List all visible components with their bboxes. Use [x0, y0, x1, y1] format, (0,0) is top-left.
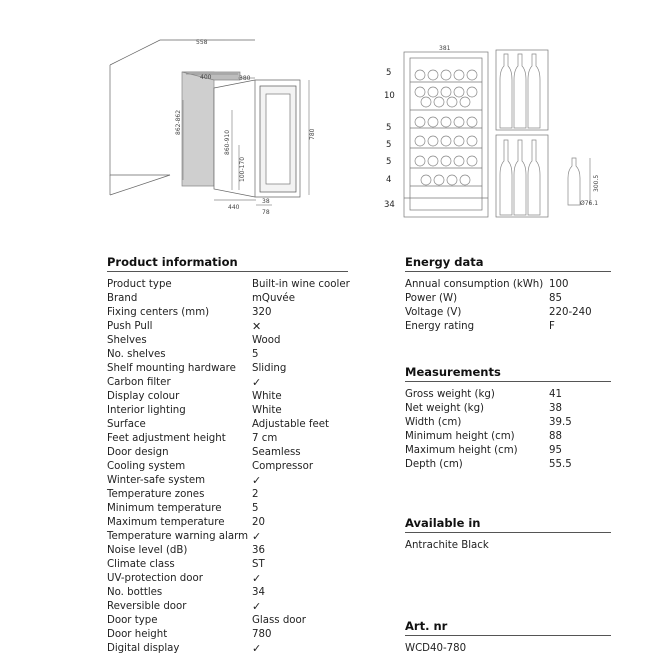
- table-row: [107, 600, 367, 614]
- table-row: [405, 402, 665, 416]
- table-row: [107, 558, 367, 572]
- row-value: Built-in wine cooler: [252, 279, 350, 290]
- row-label: Noise level (dB): [107, 545, 188, 556]
- row-label: Door height: [107, 629, 168, 640]
- table-row: [107, 432, 367, 446]
- table-row: [405, 430, 665, 444]
- art-nr-title: Art. nr: [405, 619, 448, 633]
- dim-38: 38: [262, 198, 270, 205]
- row-value: 5: [252, 349, 259, 360]
- row-value: 85: [549, 293, 562, 304]
- art-nr-divider: [405, 635, 611, 636]
- article-number: WCD40-780: [405, 643, 467, 654]
- row-label: Surface: [107, 419, 146, 430]
- table-row: [107, 586, 367, 600]
- table-row: [107, 292, 367, 306]
- table-row: [107, 446, 367, 460]
- table-row: [107, 460, 367, 474]
- row-label: Product type: [107, 279, 172, 290]
- table-row: [405, 278, 665, 292]
- table-row: [107, 418, 367, 432]
- row-label: Reversible door: [107, 601, 187, 612]
- row-value: ✓: [252, 530, 262, 543]
- row-label: Feet adjustment height: [107, 433, 226, 444]
- row-value: Seamless: [252, 447, 301, 458]
- row-value: Wood: [252, 335, 281, 346]
- row-value: 38: [549, 403, 562, 414]
- row-label: Annual consumption (kWh): [405, 279, 544, 290]
- table-row: [405, 306, 665, 320]
- row-label: Maximum temperature: [107, 517, 225, 528]
- shelf-count: 5: [386, 123, 392, 133]
- table-row: [107, 390, 367, 404]
- dim-380: 380: [239, 75, 251, 82]
- table-row: [405, 292, 665, 306]
- row-label: Push Pull: [107, 321, 153, 332]
- installation-drawing: [110, 40, 309, 205]
- shelf-count: 4: [386, 175, 392, 185]
- available-in-title: Available in: [405, 516, 481, 530]
- top-dim: 381: [439, 45, 451, 52]
- dim-860: 860-910: [224, 129, 231, 155]
- row-value: ✕: [252, 320, 262, 333]
- row-label: Shelf mounting hardware: [107, 363, 236, 374]
- available-colour: Antrachite Black: [405, 540, 489, 551]
- table-row: [107, 474, 367, 488]
- row-label: Digital display: [107, 643, 180, 654]
- dim-400: 400: [200, 74, 212, 81]
- dim-862: 862-862: [175, 109, 182, 135]
- dim-440: 440: [228, 204, 240, 211]
- row-label: Cooling system: [107, 461, 186, 472]
- dim-100: 100-170: [239, 156, 246, 182]
- row-value: ✓: [252, 600, 262, 613]
- dim-558: 558: [196, 39, 208, 46]
- measurements-title: Measurements: [405, 365, 501, 379]
- row-value: White: [252, 391, 282, 402]
- row-label: Temperature warning alarm: [107, 531, 249, 542]
- dim-78: 78: [262, 209, 270, 216]
- row-label: Power (W): [405, 293, 458, 304]
- row-label: Carbon filter: [107, 377, 171, 388]
- total-bottle-count: 34: [384, 200, 395, 210]
- row-value: 41: [549, 389, 562, 400]
- table-row: [107, 614, 367, 628]
- row-value: Compressor: [252, 461, 314, 472]
- row-label: Climate class: [107, 559, 175, 570]
- row-value: ✓: [252, 642, 262, 655]
- energy-data-divider: [405, 271, 611, 272]
- row-label: Minimum height (cm): [405, 431, 515, 442]
- row-value: mQuvée: [252, 293, 295, 304]
- table-row: [107, 278, 367, 292]
- row-label: Shelves: [107, 335, 147, 346]
- row-value: 7 cm: [252, 433, 278, 444]
- table-row: [107, 306, 367, 320]
- row-label: Minimum temperature: [107, 503, 222, 514]
- row-value: ✓: [252, 474, 262, 487]
- row-label: Gross weight (kg): [405, 389, 495, 400]
- table-row: [107, 572, 367, 586]
- row-label: Energy rating: [405, 321, 475, 332]
- row-label: Winter-safe system: [107, 475, 206, 486]
- row-value: White: [252, 405, 282, 416]
- measurements-divider: [405, 381, 611, 382]
- energy-data-title: Energy data: [405, 255, 484, 269]
- row-value: 36: [252, 545, 265, 556]
- row-value: 220-240: [549, 307, 592, 318]
- table-row: [405, 416, 665, 430]
- table-row: [107, 516, 367, 530]
- row-value: 100: [549, 279, 569, 290]
- table-row: [107, 628, 367, 642]
- row-value: 95: [549, 445, 562, 456]
- row-label: Display colour: [107, 391, 180, 402]
- row-value: 34: [252, 587, 265, 598]
- row-value: ✓: [252, 376, 262, 389]
- row-label: Width (cm): [405, 417, 462, 428]
- row-label: Door design: [107, 447, 169, 458]
- table-row: [107, 334, 367, 348]
- row-value: 39.5: [549, 417, 572, 428]
- bottle-height: 300.5: [593, 174, 600, 192]
- row-label: UV-protection door: [107, 573, 203, 584]
- table-row: [107, 530, 367, 544]
- table-row: [405, 458, 665, 472]
- row-value: Glass door: [252, 615, 306, 626]
- row-value: F: [549, 321, 555, 332]
- row-value: ✓: [252, 572, 262, 585]
- product-information-divider: [107, 271, 348, 272]
- row-value: ST: [252, 559, 265, 570]
- row-value: 88: [549, 431, 562, 442]
- shelf-count: 10: [384, 91, 395, 101]
- row-value: 55.5: [549, 459, 572, 470]
- bottle-layout-drawing: [404, 50, 590, 217]
- table-row: [107, 502, 367, 516]
- table-row: [405, 320, 665, 334]
- row-label: Fixing centers (mm): [107, 307, 210, 318]
- row-value: 20: [252, 517, 265, 528]
- row-value: 320: [252, 307, 272, 318]
- table-row: [107, 348, 367, 362]
- table-row: [107, 376, 367, 390]
- row-label: No. shelves: [107, 349, 166, 360]
- row-value: 2: [252, 489, 259, 500]
- row-label: Door type: [107, 615, 158, 626]
- shelf-count: 5: [386, 140, 392, 150]
- row-label: Maximum height (cm): [405, 445, 518, 456]
- table-row: [107, 320, 367, 334]
- row-value: Sliding: [252, 363, 287, 374]
- table-row: [107, 404, 367, 418]
- table-row: [107, 544, 367, 558]
- table-row: [107, 488, 367, 502]
- table-row: [405, 388, 665, 402]
- row-value: 5: [252, 503, 259, 514]
- technical-drawings: [0, 0, 670, 250]
- bottle-diameter: Ø76.1: [580, 200, 599, 207]
- row-label: Net weight (kg): [405, 403, 485, 414]
- table-row: [405, 444, 665, 458]
- row-label: Depth (cm): [405, 459, 463, 470]
- table-row: [107, 362, 367, 376]
- row-label: Voltage (V): [405, 307, 462, 318]
- product-information-title: Product information: [107, 255, 238, 269]
- row-value: 780: [252, 629, 272, 640]
- row-label: No. bottles: [107, 587, 163, 598]
- available-in-divider: [405, 532, 611, 533]
- shelf-count: 5: [386, 68, 392, 78]
- table-row: [107, 642, 367, 656]
- row-label: Temperature zones: [107, 489, 205, 500]
- row-label: Interior lighting: [107, 405, 186, 416]
- row-value: Adjustable feet: [252, 419, 330, 430]
- dim-780: 780: [309, 128, 316, 140]
- row-label: Brand: [107, 293, 138, 304]
- shelf-count: 5: [386, 157, 392, 167]
